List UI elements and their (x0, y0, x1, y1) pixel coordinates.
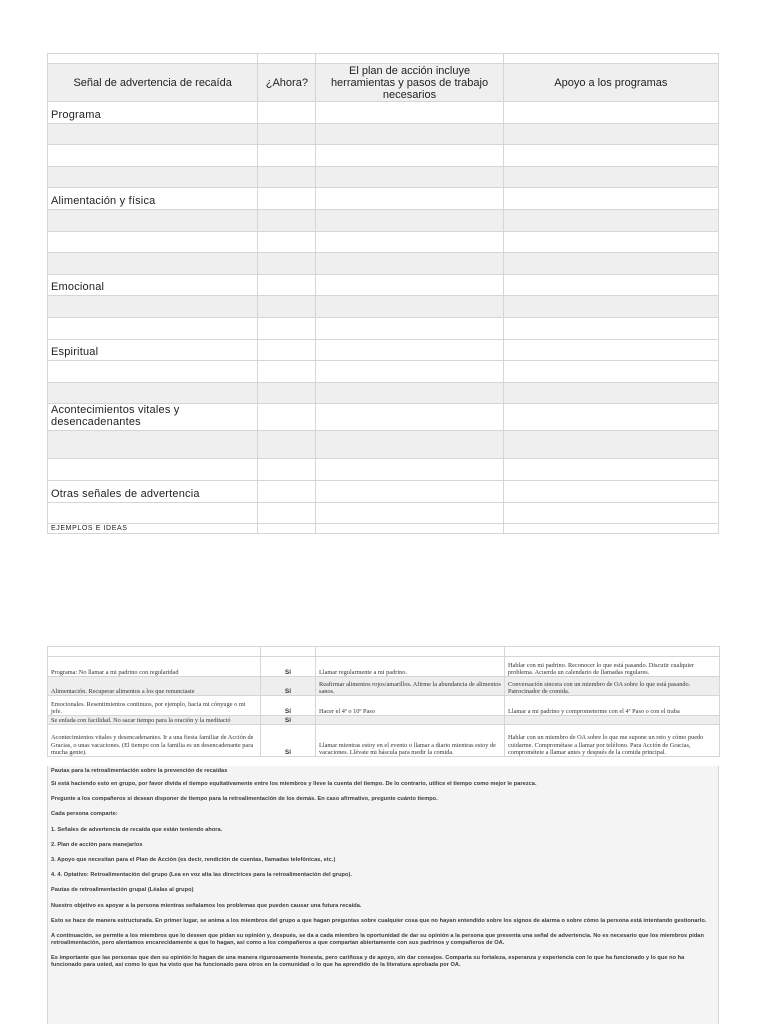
warning-cell[interactable] (48, 209, 258, 231)
example-signal: Programa: No llamar a mi padrino con regularidad (48, 657, 261, 677)
example-plan: Reafirmar alimentos rojos/amarillos. Afirme la abundancia de alimentos sanos. (316, 677, 505, 696)
table-row (48, 253, 719, 275)
support-cell[interactable] (503, 166, 718, 188)
guidelines-subtitle: Pautas de retroalimentación grupal (Léalas al grupo) (51, 887, 194, 894)
guidelines-paragraph: Nuestro objetivo es apoyar a la persona mientras señalamos los problemas que pueden causar una futura recaída. (51, 902, 362, 909)
warning-cell[interactable] (48, 253, 258, 275)
section-row-programa (48, 102, 719, 124)
section-label: Acontecimientos vitales y desencadenantes (48, 404, 258, 431)
example-now: Sí (261, 696, 316, 716)
warning-cell[interactable] (48, 123, 258, 145)
support-cell[interactable] (503, 296, 718, 318)
support-cell[interactable] (503, 188, 718, 210)
relapse-worksheet-table (47, 53, 719, 534)
plan-cell[interactable] (316, 123, 503, 145)
support-cell[interactable] (503, 382, 718, 404)
section-label: Programa (48, 102, 258, 124)
plan-cell[interactable] (316, 431, 503, 459)
table-header-row (48, 64, 719, 102)
now-cell[interactable] (258, 459, 316, 481)
warning-cell[interactable] (48, 382, 258, 404)
section-label: Otras señales de advertencia (48, 480, 258, 502)
plan-cell[interactable] (316, 339, 503, 361)
now-cell[interactable] (258, 102, 316, 124)
now-cell[interactable] (258, 317, 316, 339)
example-row (48, 677, 720, 696)
table-row (48, 145, 719, 167)
plan-cell[interactable] (316, 209, 503, 231)
section-row-espiritual (48, 339, 719, 361)
now-cell[interactable] (258, 502, 316, 524)
header-action-plan: El plan de acción incluye herramientas y pasos de trabajo necesarios (316, 64, 503, 102)
support-cell[interactable] (503, 123, 718, 145)
support-cell[interactable] (503, 480, 718, 502)
table-row (48, 296, 719, 318)
support-cell[interactable] (503, 459, 718, 481)
support-cell[interactable] (503, 339, 718, 361)
header-warning-sign: Señal de advertencia de recaída (48, 64, 258, 102)
plan-cell[interactable] (316, 382, 503, 404)
example-support (505, 716, 720, 725)
now-cell[interactable] (258, 274, 316, 296)
example-row (48, 657, 720, 677)
support-cell[interactable] (503, 317, 718, 339)
table-row (48, 166, 719, 188)
now-cell[interactable] (258, 231, 316, 253)
example-plan (316, 716, 505, 725)
now-cell[interactable] (258, 339, 316, 361)
support-cell[interactable] (503, 502, 718, 524)
table-row (48, 459, 719, 481)
table-row (48, 231, 719, 253)
plan-cell[interactable] (316, 253, 503, 275)
now-cell[interactable] (258, 166, 316, 188)
support-cell[interactable] (503, 431, 718, 459)
plan-cell[interactable] (316, 502, 503, 524)
guidelines-paragraph: Pregunte a los compañeros si desean disponer de tiempo para la retroalimentación de los demás. En caso afirmativo, pregunte cuánto tiempo. (51, 796, 438, 803)
support-cell[interactable] (503, 274, 718, 296)
header-now: ¿Ahora? (258, 64, 316, 102)
examples-label: EJEMPLOS E IDEAS (48, 524, 258, 534)
example-plan: Llamar mientras estoy en el evento o llamar a diario mientras estoy de vacaciones. Llévate mi báscula para medir la comida. (316, 725, 505, 757)
guidelines-list-item: 2. Plan de acción para manejarlos (51, 841, 143, 848)
example-plan: Hacer el 4º o 10º Paso (316, 696, 505, 716)
guidelines-title: Pautas para la retroalimentación sobre la prevención de recaídas (51, 768, 228, 774)
table-row (48, 123, 719, 145)
guidelines-paragraph: Si está haciendo esto en grupo, por favor divida el tiempo equitativamente entre los miembros y lleve la cuenta del tiempo. De lo contrario, utilice el tiempo como mejor le parezca. (51, 781, 537, 787)
warning-cell[interactable] (48, 361, 258, 383)
plan-cell[interactable] (316, 480, 503, 502)
now-cell[interactable] (258, 480, 316, 502)
table-row (48, 361, 719, 383)
now-cell[interactable] (258, 188, 316, 210)
warning-cell[interactable] (48, 145, 258, 167)
plan-cell[interactable] (316, 102, 503, 124)
examples-table (47, 646, 720, 757)
section-row-otras (48, 480, 719, 502)
support-cell[interactable] (503, 253, 718, 275)
feedback-guidelines (47, 766, 719, 1024)
table-row (48, 317, 719, 339)
example-support: Llamar a mi padrino y comprometerme con el 4º Paso o con el traba (505, 696, 720, 716)
support-cell[interactable] (503, 209, 718, 231)
table-spacer-row (48, 54, 719, 64)
guidelines-list-item: 3. Apoyo que necesitan para el Plan de Acción (es decir, rendición de cuentas, llamadas telefónicas, etc.) (51, 856, 336, 863)
guidelines-paragraph: Cada persona comparte: (51, 811, 118, 818)
support-cell[interactable] (503, 404, 718, 431)
guidelines-list-item: 4. 4. Optativo: Retroalimentación del grupo (Lea en voz alta las directrices para la retroalimentación del grupo). (51, 872, 352, 879)
now-cell[interactable] (258, 209, 316, 231)
now-cell[interactable] (258, 431, 316, 459)
example-support: Hablar con mi padrino. Reconocer lo que está pasando. Discutir cualquier problema. Acuerda un calendario de llamadas regulares. (505, 657, 720, 677)
section-row-acontecimientos (48, 404, 719, 431)
warning-cell[interactable] (48, 166, 258, 188)
example-now: Sí (261, 725, 316, 757)
example-row (48, 725, 720, 757)
now-cell[interactable] (258, 123, 316, 145)
table-row (48, 502, 719, 524)
plan-cell[interactable] (316, 274, 503, 296)
guidelines-paragraph: Es importante que las personas que den su opinión lo hagan de una manera rigurosamente honesta, pero cariñosa y de apoyo, sin dar consejos. Comparta su fortaleza, esperanza y experiencia con lo que ha funcionado y lo que no ha funcionado para usted, así como lo que ha visto que ha funcionado para otros en la comunidad o lo que ha aprendido de la literatura aprobada por OA. (51, 955, 685, 969)
table-row (48, 431, 719, 459)
plan-cell[interactable] (316, 404, 503, 431)
example-now: Sí (261, 657, 316, 677)
support-cell[interactable] (503, 102, 718, 124)
example-now: Sí (261, 677, 316, 696)
section-label: Emocional (48, 274, 258, 296)
table-row (48, 382, 719, 404)
example-signal: Alimentación. Recuperar alimentos a los que renunciaste (48, 677, 261, 696)
plan-cell[interactable] (316, 166, 503, 188)
plan-cell[interactable] (316, 188, 503, 210)
now-cell[interactable] (258, 145, 316, 167)
guidelines-list-item: 1. Señales de advertencia de recaída que están teniendo ahora. (51, 826, 223, 833)
example-plan: Llamar regularmente a mi padrino. (316, 657, 505, 677)
example-row (48, 716, 720, 725)
example-support: Hablar con un miembro de OA sobre lo que me supone un reto y cómo puedo cuidarme. Comprométase a llamar por teléfono. Para Acción de Gracias, comprométete a llamar antes y después de la comida principal. (505, 725, 720, 757)
plan-cell[interactable] (316, 296, 503, 318)
warning-cell[interactable] (48, 459, 258, 481)
example-now: Sí (261, 716, 316, 725)
warning-cell[interactable] (48, 317, 258, 339)
section-label: Alimentación y física (48, 188, 258, 210)
plan-cell[interactable] (316, 361, 503, 383)
warning-cell[interactable] (48, 431, 258, 459)
section-row-emocional (48, 274, 719, 296)
guidelines-paragraph: Esto se hace de manera estructurada. En primer lugar, se anima a los miembros del grupo a que hagan preguntas sobre cualquier cosa que no hayan entendido sobre los signos de alarma o sobre cómo la persona está intentando gestionarlo. (51, 917, 707, 924)
support-cell[interactable] (503, 231, 718, 253)
now-cell[interactable] (258, 296, 316, 318)
example-signal: Se enfada con facilidad. No sacar tiempo para la oración y la meditació (48, 716, 261, 725)
warning-cell[interactable] (48, 502, 258, 524)
table-row (48, 209, 719, 231)
warning-cell[interactable] (48, 296, 258, 318)
warning-cell[interactable] (48, 231, 258, 253)
now-cell[interactable] (258, 361, 316, 383)
example-row (48, 696, 720, 716)
support-cell[interactable] (503, 145, 718, 167)
section-label: Espiritual (48, 339, 258, 361)
section-row-alimentacion (48, 188, 719, 210)
plan-cell[interactable] (316, 459, 503, 481)
support-cell[interactable] (503, 361, 718, 383)
guidelines-paragraph: A continuación, se permite a los miembros que lo deseen que pidan su opinión y, después, se da a cada miembro la oportunidad de dar su opinión a la persona que presenta una señal de advertencia. No es necesario que los miembros pidan retroalimentación, pero alentamos encarecidamente a que lo hagan, así como a los compañeros a que compartan abiertamente con sus padrinos y compañeros de OA. (51, 932, 704, 946)
example-signal: Emocionales. Resentimientos continuos, por ejemplo, hacia mi cónyuge o mi jefe. (48, 696, 261, 716)
header-program-support: Apoyo a los programas (503, 64, 718, 102)
examples-label-row (48, 524, 719, 534)
now-cell[interactable] (258, 253, 316, 275)
plan-cell[interactable] (316, 145, 503, 167)
table-spacer-row (48, 647, 720, 657)
plan-cell[interactable] (316, 231, 503, 253)
example-signal: Acontecimientos vitales y desencadenantes. Ir a una fiesta familiar de Acción de Gracias, o unas vacaciones. (El tiempo con la familia es un desencadenante para mucha gente). (48, 725, 261, 757)
plan-cell[interactable] (316, 317, 503, 339)
now-cell[interactable] (258, 404, 316, 431)
now-cell[interactable] (258, 382, 316, 404)
example-support: Conversación sincera con un miembro de OA sobre lo que está pasando. Patrocinador de comida. (505, 677, 720, 696)
